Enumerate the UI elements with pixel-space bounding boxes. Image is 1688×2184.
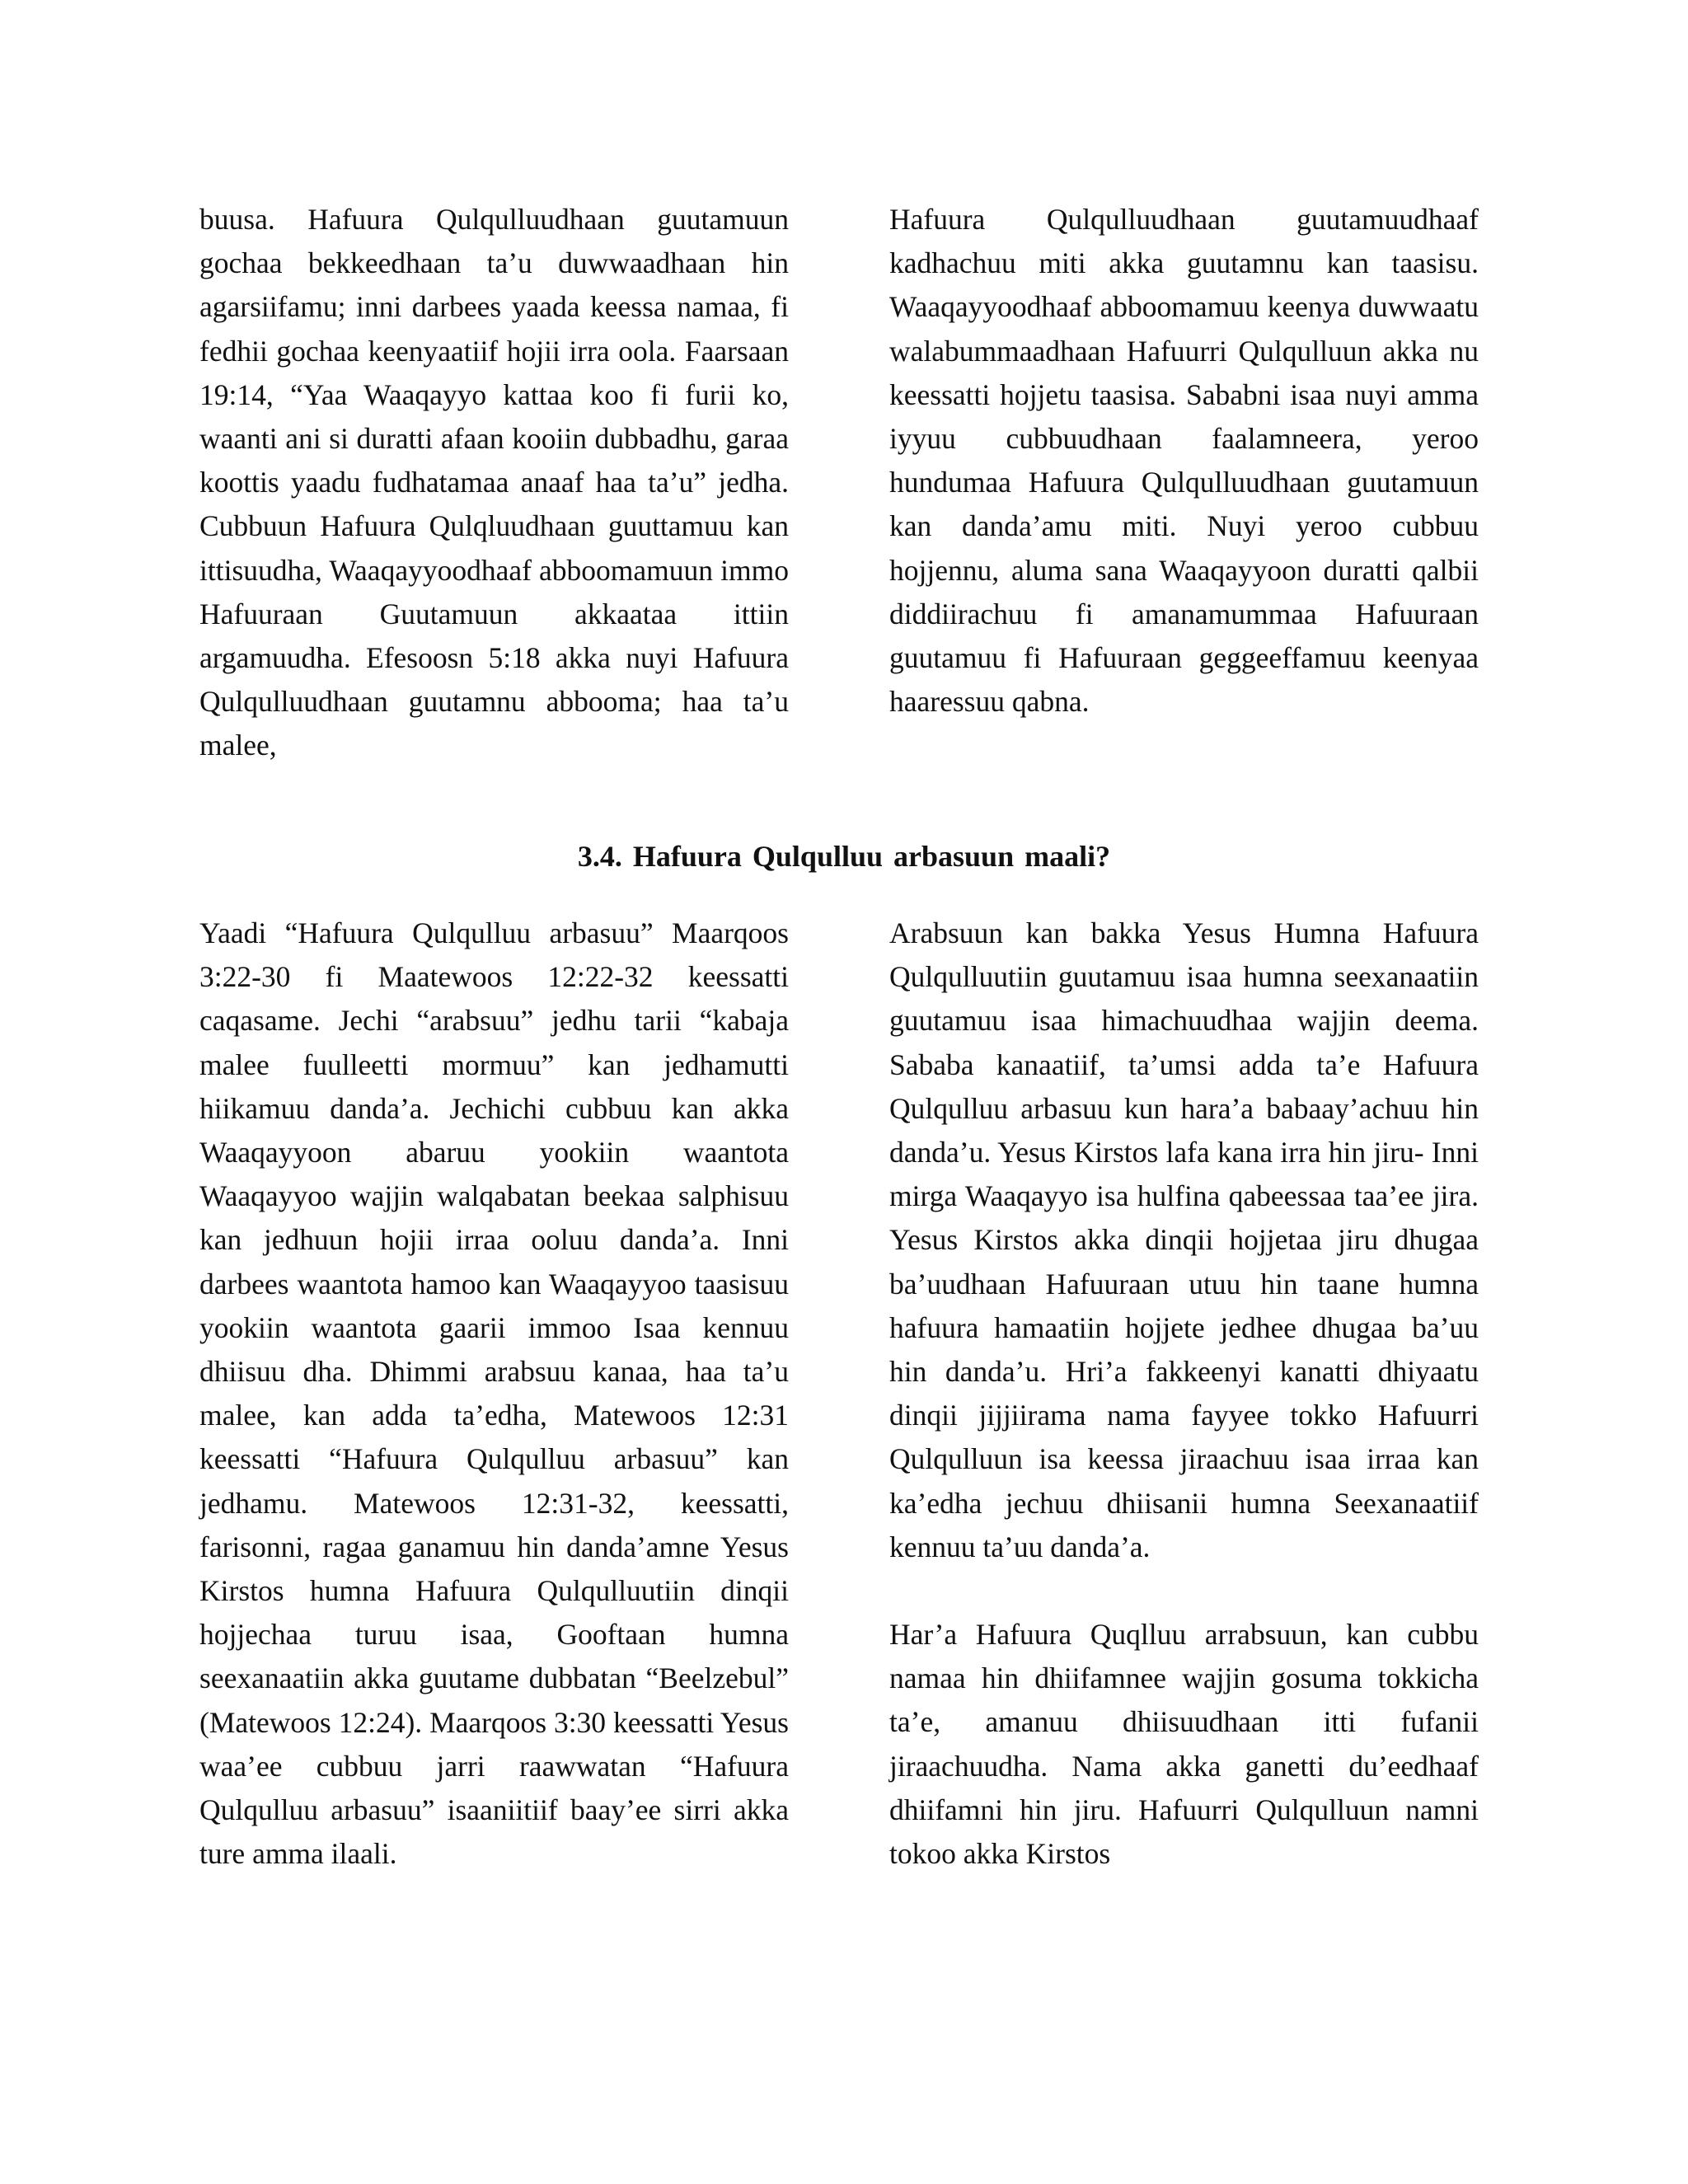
paragraph: Yaadi “Hafuura Qulqulluu arbasuu” Maarqoos 3:22-30 fi Maatewoos 12:22-32 keessatti caqasame. Jechi “arabsuu” jedhu tarii “kabaja malee fuulleetti mormuu” kan jedhamutti hiikamuu danda’a. Jechichi cubbuu kan akka Waaqayyoon abaruu yookiin waantota Waaqayyoo wajjin walqabatan beekaa salphisuu kan jedhuun hojii irraa ooluu danda’a. Inni darbees waantota hamoo kan Waaqayyoo taasisuu yookiin waantota gaarii immoo Isaa kennuu dhiisuu dha. Dhimmi arabsuu kanaa, haa ta’u malee, kan adda ta’edha, Matewoos 12:31 keessatti “Hafuura Qulqulluu arbasuu” kan jedhamu. Matewoos 12:31-32, keessatti, farisonni, ragaa ganamuu hin danda’amne Yesus Kirstos humna Hafuura Qulqulluutiin dinqii hojjechaa turuu isaa, Gooftaan humna seexanaatiin akka guutame dubbatan “Beelzebul” (Matewoos 12:24). Maarqoos 3:30 keessatti Yesus waa’ee cubbuu jarri raawwatan “Hafuura Qulqulluu arbasuu” isaaniitiif baay’ee sirri akka ture amma ilaali. [199,916,789,1871]
paragraph: Arabsuun kan bakka Yesus Humna Hafuura Qulqulluutiin guutamuu isaa humna seexanaatiin guutamuu isaa himachuudhaa wajjin deema. Sababa kanaatiif, ta’umsi adda ta’e Hafuura Qulqulluu arbasuu kun hara’a babaay’achuu hin danda’u. Yesus Kirstos lafa kana irra hin jiru- Inni mirga Waaqayyo isa hulfina qabeessaa taa’ee jira. Yesus Kirstos akka dinqii hojjetaa jiru dhugaa ba’uudhaan Hafuuraan utuu hin taane humna hafuura hamaatiin hojjete jedhee dhugaa ba’uu hin danda’u. Hri’a fakkeenyi kanatti dhiyaatu dinqii jijjiirama nama fayyee tokko Hafuurri Qulqulluun isa keessa jiraachuu isaa irraa kan ka’edha jechuu dhiisanii humna Seexanaatiif kennuu ta’uu danda’a. [889,916,1479,1563]
bottom-left-column [199,912,789,1876]
bottom-right-column [889,912,1479,1876]
top-left-column [199,198,789,768]
paragraph: Hafuura Qulqulluudhaan guutamuudhaaf kadhachuu miti akka guutamnu kan taasisu. Waaqayyoodhaaf abboomamuu keenya duwwaatu walabummaadhaan Hafuurri Qulqulluun akka nu keessatti hojjetu taasisa. Sababni isaa nuyi amma iyyuu cubbuudhaan faalamneera, yeroo hundumaa Hafuura Qulqulluudhaan guutamuun kan danda’amu miti. Nuyi yeroo cubbuu hojjennu, aluma sana Waaqayyoon duratti qalbii diddiirachuu fi amanamummaa Hafuuraan guutamuu fi Hafuuraan geggeeffamuu keenyaa haaressuu qabna. [889,203,1479,719]
paragraph: buusa. Hafuura Qulqulluudhaan guutamuun gochaa bekkeedhaan ta’u duwwaadhaan hin agarsiifamu; inni darbees yaada keessa namaa, fi fedhii gochaa keenyaatiif hojii irra oola. Faarsaan 19:14, “Yaa Waaqayyo kattaa koo fi furii ko, waanti ani si duratti afaan kooiin dubbadhu, garaa koottis yaadu fudhatamaa anaaf haa ta’u” jedha. Cubbuun Hafuura Qulqluudhaan guuttamuu kan ittisuudha, Waaqayyoodhaaf abboomamuun immo Hafuuraan Guutamuun akkaataa ittiin argamuudha. Efesoosn 5:18 akka nuyi Hafuura Qulqulluudhaan guutamnu abbooma; haa ta’u malee, [199,203,789,762]
paragraph: Har’a Hafuura Quqlluu arrabsuun, kan cubbu namaa hin dhiifamnee wajjin gosuma tokkicha ta’e, amanuu dhiisuudhaan itti fufanii jiraachuudha. Nama akka ganetti du’eedhaaf dhiifamni hin jiru. Hafuurri Qulqulluun namni tokoo akka Kirstos [889,1618,1479,1871]
section-heading: 3.4. Hafuura Qulqulluu arbasuun maali? [577,840,1111,873]
top-right-column [889,198,1479,724]
